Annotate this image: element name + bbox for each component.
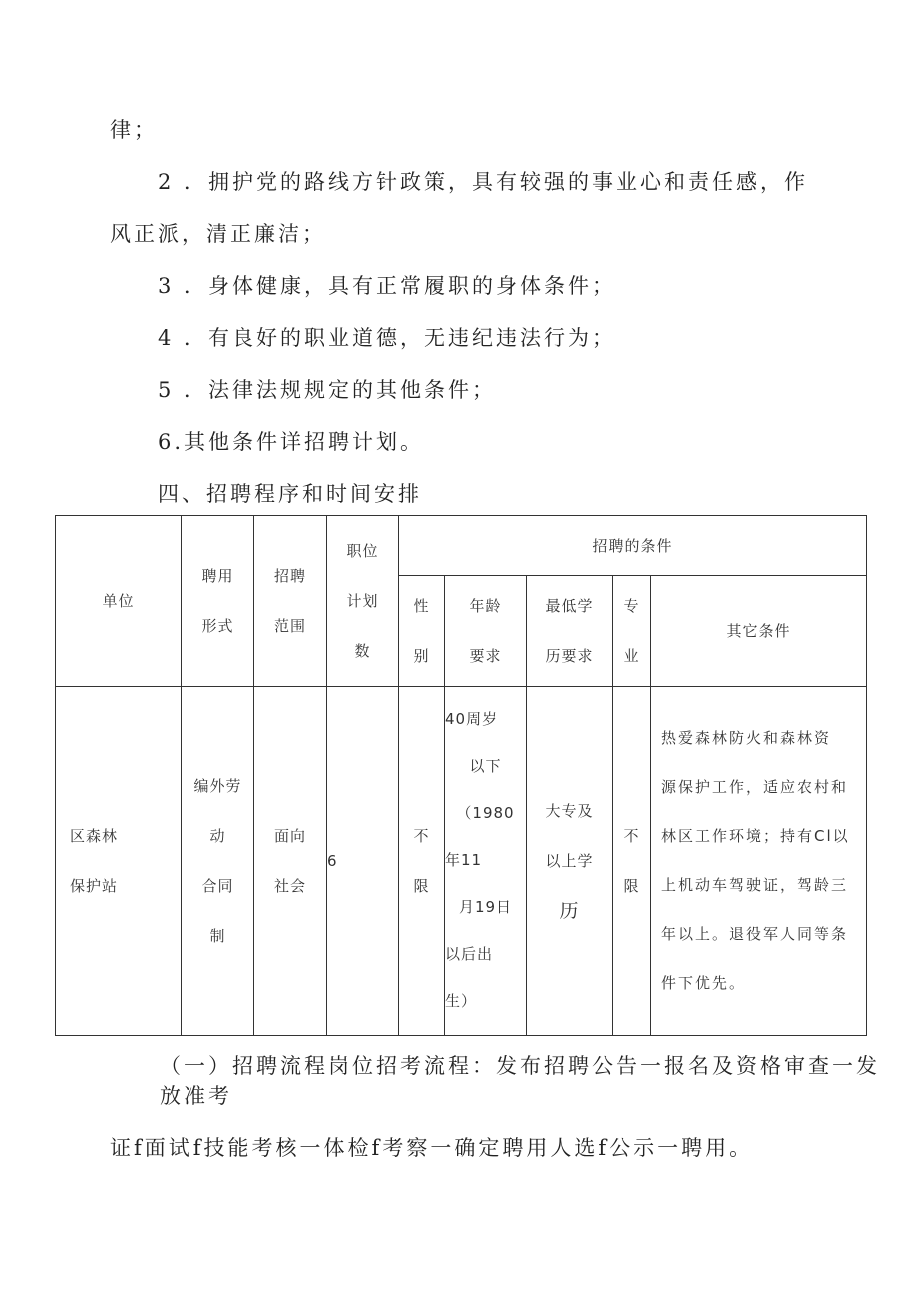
- cell-form: 编外劳 动 合同 制: [182, 686, 254, 1035]
- header-gender: 性 别: [399, 576, 445, 686]
- process-paragraph: （一）招聘流程岗位招考流程：发布招聘公告一报名及资格审查一发: [160, 1054, 880, 1078]
- table-row: [56, 686, 867, 1035]
- para-item-3: 3 ．身体健康，具有正常履职的身体条件；: [158, 274, 617, 298]
- header-major: 专 业: [613, 576, 651, 686]
- para-item-2: 2 ．拥护党的路线方针政策，具有较强的事业心和责任感，作: [158, 170, 809, 194]
- process-flow: 证f面试f技能考核一体检f考察一确定聘用人选f公示一聘用。: [110, 1136, 754, 1160]
- cell-scope: 面向 社会: [254, 686, 327, 1035]
- recruitment-plan-table: [55, 515, 867, 1036]
- para-item-4: 4 ．有良好的职业道德，无违纪违法行为；: [158, 326, 617, 350]
- header-age: 年龄 要求: [445, 576, 527, 686]
- header-plan-count: 职位 计划 数: [327, 516, 399, 687]
- cell-age: 40周岁 以下 （1980 年11 月19日 以后出 生）: [445, 686, 527, 1035]
- para-item-5: 5 ．法律法规规定的其他条件；: [158, 378, 497, 402]
- para-law-end: 律；: [110, 118, 158, 142]
- header-conditions: 招聘的条件: [399, 516, 867, 576]
- cell-unit: 区森林 保护站: [56, 686, 182, 1035]
- cell-plan-count: 6: [327, 686, 399, 1035]
- header-scope: 招聘 范围: [254, 516, 327, 687]
- para-item-6: 6.其他条件详招聘计划。: [158, 430, 425, 454]
- para-item-2-cont: 风正派，清正廉洁；: [110, 222, 326, 246]
- cell-major: 不 限: [613, 686, 651, 1035]
- process-paragraph-cont: 放准考: [160, 1084, 232, 1108]
- cell-education: 大专及 以上学 历: [527, 686, 613, 1035]
- header-other-conditions: 其它条件: [651, 576, 867, 686]
- header-education: 最低学 历要求: [527, 576, 613, 686]
- header-form: 聘用 形式: [182, 516, 254, 687]
- cell-other-conditions: 热爱森林防火和森林资 源保护工作，适应农村和 林区工作环境；持有Cl以 上机动车驾驶证，驾龄三 年以上。退役军人同等条 件下优先。: [651, 686, 867, 1035]
- cell-gender: 不 限: [399, 686, 445, 1035]
- header-unit: 单位: [56, 516, 182, 687]
- section-heading: 四、招聘程序和时间安排: [158, 482, 422, 506]
